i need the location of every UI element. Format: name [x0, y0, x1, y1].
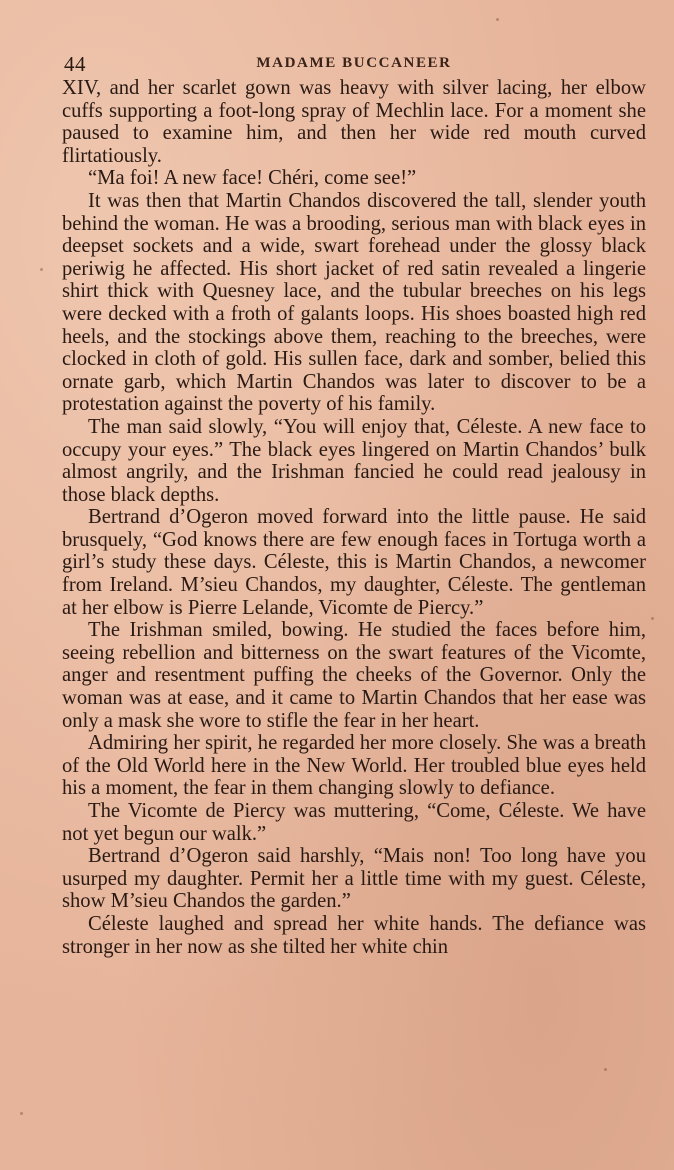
- paragraph: “Ma foi! A new face! Chéri, come see!”: [88, 167, 417, 190]
- body-text: [62, 77, 646, 958]
- page-number: 44: [64, 52, 86, 76]
- paper-speck: [604, 1068, 607, 1071]
- paragraph: The man said slowly, “You will enjoy that, Céleste. A new face to occupy your eyes.” The black eyes lingered on Martin Chandos’ bulk almost angrily, and the Irishman fancied he could read jealousy in those black depths.: [62, 415, 646, 506]
- paragraph: The Irishman smiled, bowing. He studied the faces before him, seeing rebellion and bitterness on the swart features of the Vicomte, anger and resentment puffing the cheeks of the Governor. Only the woman was at ease, and it came to Martin Chandos that her ease was only a mask she wore to stifle the fear in her heart.: [62, 619, 646, 732]
- paragraph: Admiring her spirit, he regarded her more closely. She was a breath of the Old World here in the New World. Her troubled blue eyes held his a moment, the fear in them changing slowly to defiance.: [62, 732, 646, 800]
- paragraph: The Vicomte de Piercy was muttering, “Come, Céleste. We have not yet begun our walk.”: [62, 800, 646, 845]
- paragraph: Bertrand d’Ogeron said harshly, “Mais non! Too long have you usurped my daughter. Permit her a little time with my guest. Céleste, show M’sieu Chandos the garden.”: [62, 845, 646, 913]
- paper-speck: [20, 1112, 23, 1115]
- page-header: [64, 52, 644, 76]
- running-title: MADAME BUCCANEER: [256, 55, 452, 71]
- paper-speck: [496, 18, 499, 21]
- paper-speck: [40, 268, 43, 271]
- paragraph: It was then that Martin Chandos discovered the tall, slender youth behind the woman. He was a brooding, serious man with black eyes in deepset sockets and a wide, swart forehead under the glossy black periwig he affected. His short jacket of red satin revealed a lingerie shirt thick with Quesney lace, and the tubular breeches on his legs were decked with a froth of galants loops. His shoes boasted high red heels, and the stockings above them, reaching to the breeches, were clocked in cloth of gold. His sullen face, dark and somber, belied this ornate garb, which Martin Chandos was later to discover to be a protestation against the poverty of his family.: [62, 189, 646, 416]
- paragraph: Céleste laughed and spread her white hands. The defiance was stronger in her now as she tilted her white chin: [62, 912, 646, 958]
- paper-speck: [651, 617, 654, 620]
- paragraph: Bertrand d’Ogeron moved forward into the little pause. He said brusquely, “God knows there are few enough faces in Tortuga worth a girl’s study these days. Céleste, this is Martin Chandos, a newcomer from Ireland. M’sieu Chandos, my daughter, Céleste. The gentleman at her elbow is Pierre Lelande, Vicomte de Piercy.”: [62, 506, 646, 619]
- paragraph: XIV, and her scarlet gown was heavy with silver lacing, her elbow cuffs supporting a foot-long spray of Mechlin lace. For a moment she paused to examine him, and then her wide red mouth curved flirtatiously.: [62, 77, 646, 167]
